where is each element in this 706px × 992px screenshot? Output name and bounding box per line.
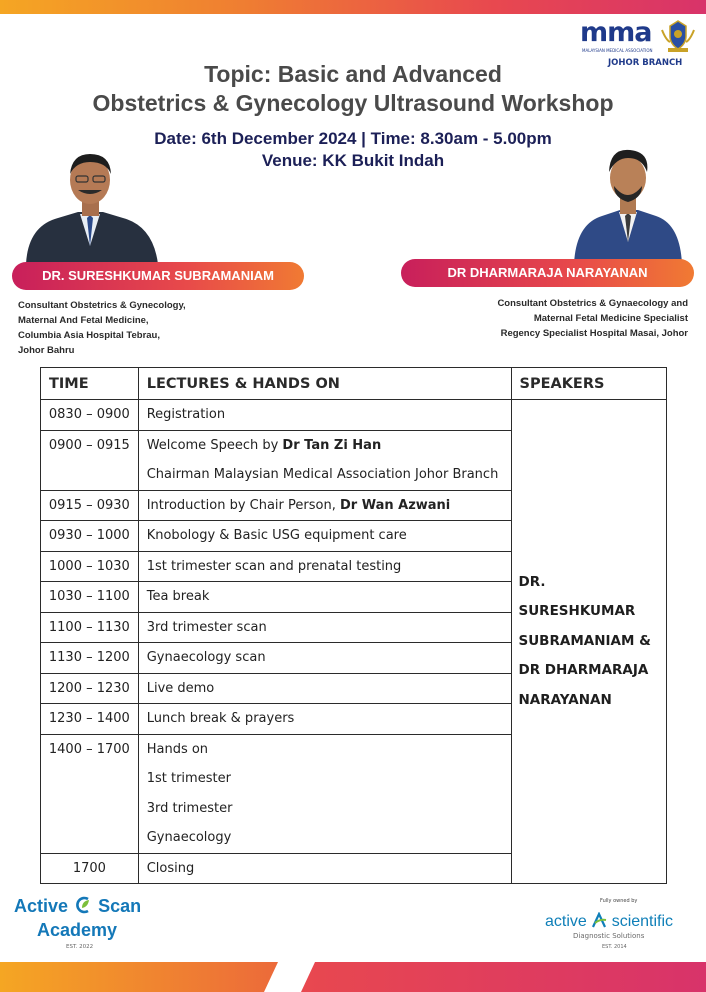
lecture-text: 3rd trimester [146, 800, 233, 816]
lecture-text [147, 491, 511, 521]
speakers-line: NARAYANAN [518, 691, 612, 708]
event-venue: Venue: KK Bukit Indah [261, 151, 445, 170]
lecture-text-pre: Introduction by Chair Person, [146, 497, 340, 513]
speakers-line: SUBRAMANIAM & [518, 632, 651, 649]
lecture-cell [138, 400, 511, 431]
lecture-cell [138, 430, 511, 490]
lecture-text: Registration [146, 407, 226, 422]
academy-word-active: Active [14, 896, 69, 916]
a-swoosh-icon [591, 912, 607, 928]
lecture-text: Tea break [146, 589, 210, 604]
scientific-word-active: active [545, 913, 587, 930]
speakers-cell [511, 400, 667, 884]
header-time: TIME [41, 368, 139, 400]
bottom-gradient-bar [0, 962, 706, 992]
speaker-2-name: DR DHARMARAJA NARAYANAN [401, 259, 694, 287]
lecture-text [147, 431, 511, 461]
lecture-text-bold: Dr Tan Zi Han [282, 437, 382, 453]
active-scan-academy-logo [14, 888, 164, 950]
speaker-1-name: DR. SURESHKUMAR SUBRAMANIAM [12, 262, 304, 290]
speaker-2-desc-line: Maternal Fetal Medicine Specialist [533, 313, 688, 324]
top-gradient-bar [0, 0, 706, 14]
speakers-line: DR. SURESHKUMAR [518, 573, 636, 620]
academy-line-2: Academy [37, 920, 118, 940]
header-speakers: SPEAKERS [511, 368, 667, 400]
lecture-text: Hands on [146, 741, 209, 757]
lecture-cell [138, 521, 511, 552]
lecture-cell [138, 551, 511, 582]
time-cell: 1100 – 1130 [41, 612, 139, 643]
lecture-text-line2: Chairman Malaysian Medical Association Johor Branch [146, 467, 499, 482]
schedule-table [40, 367, 667, 884]
speaker-1-desc-line: Consultant Obstetrics & Gynecology, [18, 300, 186, 311]
table-header-row [41, 368, 667, 400]
time-cell: 1200 – 1230 [41, 673, 139, 704]
time-cell: 0830 – 0900 [41, 400, 139, 431]
lecture-cell [138, 734, 511, 853]
active-scientific-logo [545, 898, 695, 956]
scientific-est: EST. 2014 [602, 944, 627, 950]
lecture-text-pre: Welcome Speech by [146, 437, 283, 453]
academy-line-1 [14, 896, 141, 917]
speakers-line: DR DHARMARAJA [518, 662, 649, 679]
table-row [41, 400, 667, 431]
lecture-text: Gynaecology [146, 830, 232, 845]
lecture-text-bold: Dr Wan Azwani [339, 497, 451, 513]
time-text: 0900 – 0915 [48, 437, 130, 453]
lecture-text: Knobology & Basic USG equipment care [146, 528, 407, 543]
branch-label: JOHOR BRANCH [608, 58, 683, 68]
lecture-cell [138, 582, 511, 613]
scientific-word-scientific: scientific [611, 913, 674, 930]
event-date-time: Date: 6th December 2024 | Time: 8.30am - 5.00pm [154, 129, 552, 148]
speaker-2-desc-line: Consultant Obstetrics & Gynaecology and [497, 298, 688, 309]
lecture-text: 1st trimester scan and prenatal testing [146, 558, 402, 574]
lecture-cell [138, 612, 511, 643]
lecture-text: Closing [146, 860, 195, 876]
speaker-2-description [428, 296, 688, 341]
lecture-text: 3rd trimester scan [146, 619, 267, 635]
event-topic [0, 60, 706, 118]
time-cell [41, 430, 139, 490]
speaker-1-description [18, 298, 238, 358]
speaker-1-desc-line: Maternal And Fetal Medicine, [18, 315, 149, 326]
time-cell: 0915 – 0930 [41, 490, 139, 521]
speaker-1-desc-line: Johor Bahru [18, 345, 75, 356]
lecture-cell [138, 673, 511, 704]
time-cell: 0930 – 1000 [41, 521, 139, 552]
time-cell: 1000 – 1030 [41, 551, 139, 582]
time-cell: 1130 – 1200 [41, 643, 139, 674]
owned-by-label: Fully owned by [600, 898, 638, 904]
time-text: 1400 – 1700 [48, 741, 130, 757]
lecture-text: Live demo [146, 680, 215, 696]
time-cell [41, 734, 139, 853]
speaker-2-desc-line: Regency Specialist Hospital Masai, Johor [500, 328, 688, 339]
lecture-cell [138, 704, 511, 735]
time-cell: 1030 – 1100 [41, 582, 139, 613]
scientific-subtitle: Diagnostic Solutions [573, 932, 645, 940]
mma-logo-text: mma [580, 17, 652, 48]
johor-crest-icon [656, 18, 700, 54]
topic-line-1: Topic: Basic and Advanced [204, 61, 502, 87]
lecture-text: Gynaecology scan [146, 650, 266, 665]
lecture-cell [138, 490, 511, 521]
speaker-1-photo [18, 146, 163, 264]
header-lectures: LECTURES & HANDS ON [138, 368, 511, 400]
lecture-cell [138, 853, 511, 884]
speaker-1-desc-line: Columbia Asia Hospital Tebrau, [18, 330, 160, 341]
lecture-cell [138, 643, 511, 674]
leaf-c-icon [73, 896, 93, 914]
lecture-text: 1st trimester [146, 771, 231, 786]
time-cell: 1230 – 1400 [41, 704, 139, 735]
academy-word-scan: Scan [98, 896, 142, 916]
lecture-text: Lunch break & prayers [146, 711, 295, 726]
scientific-name [545, 912, 673, 931]
speaker-2-photo [572, 146, 684, 264]
academy-est: EST. 2022 [66, 944, 94, 950]
mma-logo-subtext: MALAYSIAN MEDICAL ASSOCIATION [582, 48, 653, 53]
time-cell: 1700 [41, 853, 139, 884]
topic-line-2: Obstetrics & Gynecology Ultrasound Workshop [92, 90, 614, 116]
